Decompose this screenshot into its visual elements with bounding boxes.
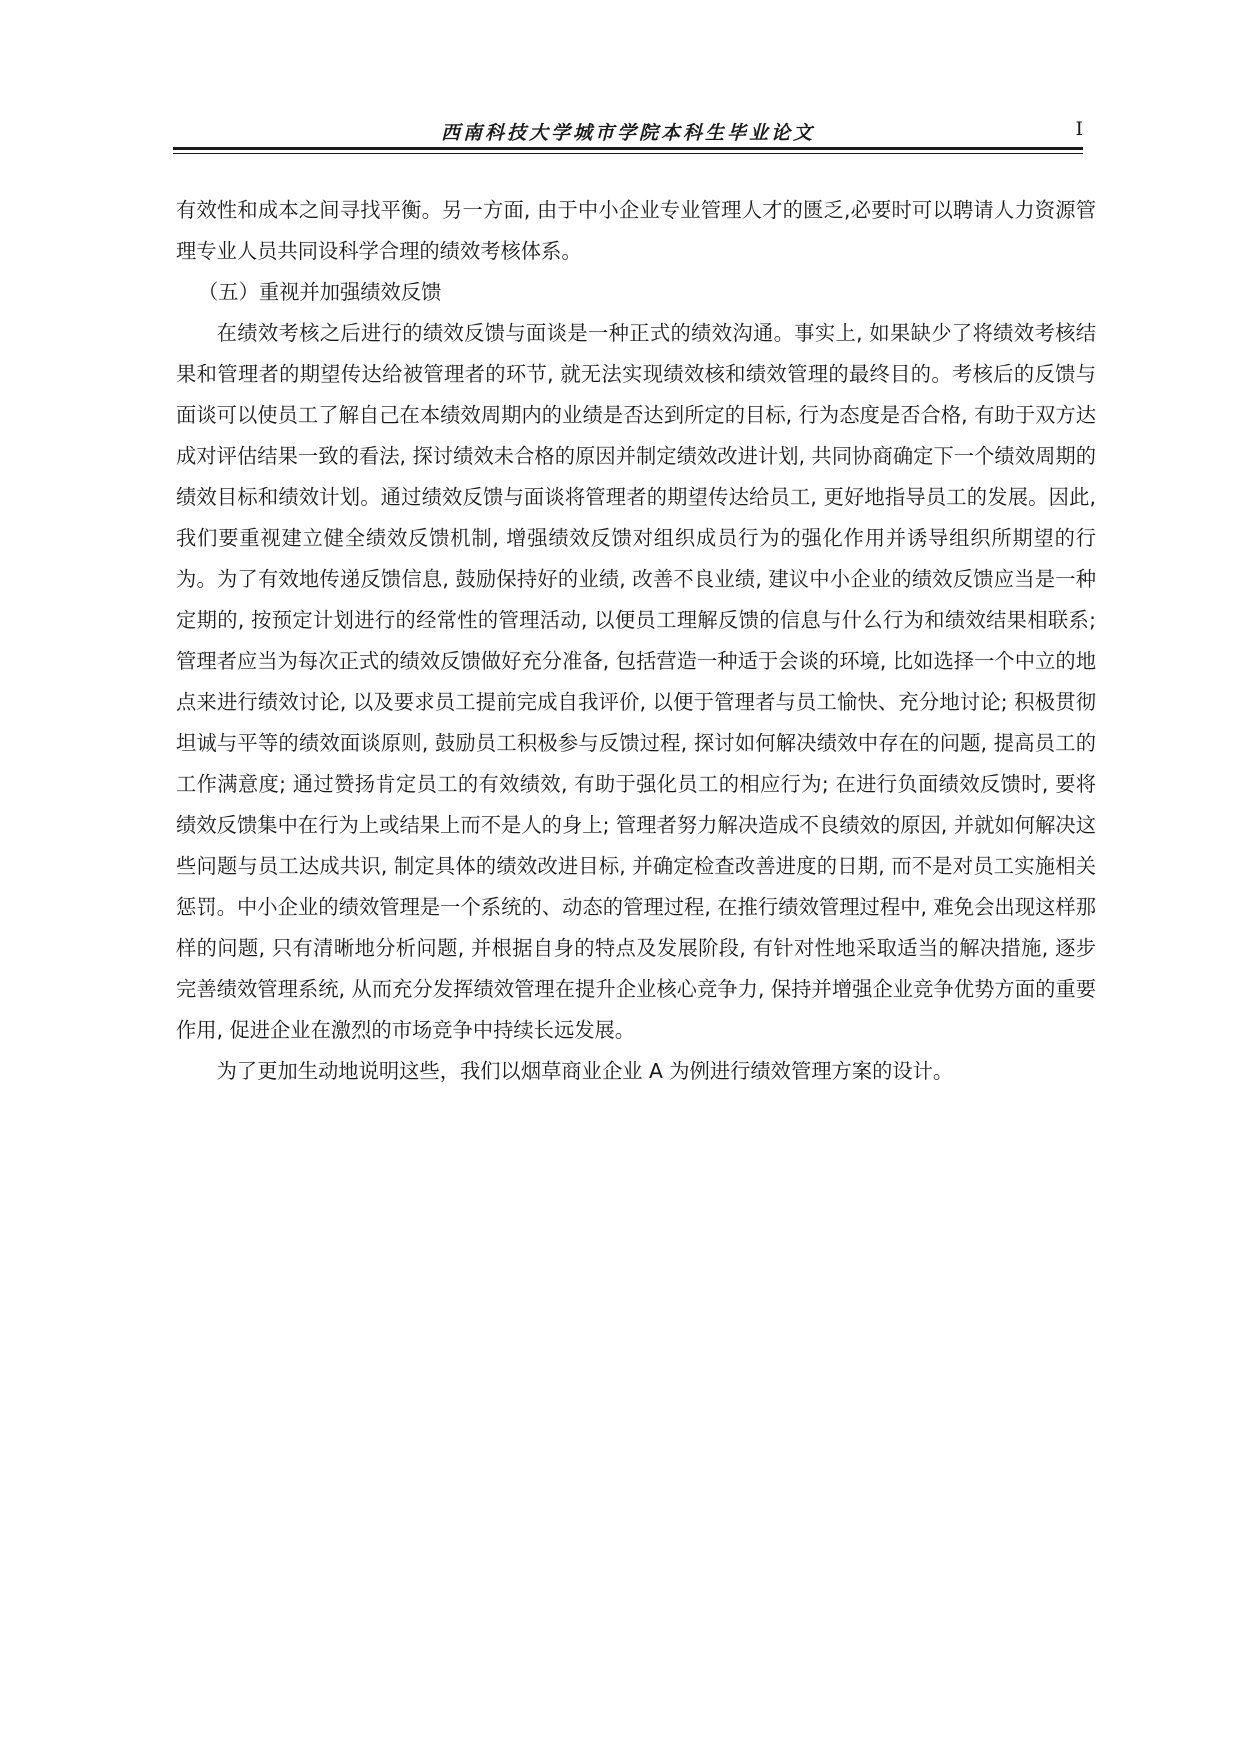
paragraph-feedback: 在绩效考核之后进行的绩效反馈与面谈是一种正式的绩效沟通。事实上, 如果缺少了将绩效考核结果和管理者的期望传达给被管理者的环节, 就无法实现绩效核和绩效管理的最终目的。考核后的反馈与面谈可以使员工了解自己在本绩效周期内的业绩是否达到所定的目标, 行为态度是否合格, 有助于双方达成对评估结果一致的看法, 探讨绩效未合格的原因并制定绩效改进计划, 共同协商确定下一个绩效周期的绩效目标和绩效计划。通过绩效反馈与面谈将管理者的期望传达给员工, 更好地指导员工的发展。因此, 我们要重视建立健全绩效反馈机制, 增强绩效反馈对组织成员行为的强化作用并诱导组织所期望的行为。为了有效地传递反馈信息, 鼓励保持好的业绩, 改善不良业绩, 建议中小企业的绩效反馈应当是一种定期的, 按预定计划进行的经常性的管理活动, 以便员工理解反馈的信息与什么行为和绩效结果相联系; 管理者应当为每次正式的绩效反馈做好充分准备, 包括营造一种适于会谈的环境, 比如选择一个中立的地点来进行绩效讨论, 以及要求员工提前完成自我评价, 以便于管理者与员工愉快、充分地讨论; 积极贯彻坦诚与平等的绩效面谈原则, 鼓励员工积极参与反馈过程, 探讨如何解决绩效中存在的问题, 提高员工的工作满意度; 通过赞扬肯定员工的有效绩效, 有助于强化员工的相应行为; 在进行负面绩效反馈时, 要将绩效反馈集中在行为上或结果上而不是人的身上; 管理者努力解决造成不良绩效的原因, 并就如何解决这些问题与员工达成共识, 制定具体的绩效改进目标, 并确定检查改善进度的日期, 而不是对员工实施相关惩罚。中小企业的绩效管理是一个系统的、动态的管理过程, 在推行绩效管理过程中, 难免会出现这样那样的问题, 只有清晰地分析问题, 并根据自身的特点及发展阶段, 有针对性地采取适当的解决措施, 逐步完善绩效管理系统, 从而充分发挥绩效管理在提升企业核心竞争力, 保持并增强企业竞争优势方面的重要作用, 促进企业在激烈的市场竞争中持续长远发展。 <box>176 321 1096 1042</box>
header-title: 西南科技大学城市学院本科生毕业论文 <box>440 122 815 144</box>
paragraph-example: 为了更加生动地说明这些，我们以烟草商业企业 A 为例进行绩效管理方案的设计。 <box>216 1059 954 1083</box>
page-header <box>173 118 1083 146</box>
body-text <box>176 190 1096 1092</box>
page-number: I <box>1075 118 1083 140</box>
paragraph-continued: 有效性和成本之间寻找平衡。另一方面, 由于中小企业专业管理人才的匮乏,必要时可以聘请人力资源管理专业人员共同设科学合理的绩效考核体系。 <box>176 198 1096 263</box>
header-rule-thin <box>173 153 1083 154</box>
header-rule-thick <box>173 147 1083 150</box>
section-heading: （五）重视并加强绩效反馈 <box>198 280 442 304</box>
